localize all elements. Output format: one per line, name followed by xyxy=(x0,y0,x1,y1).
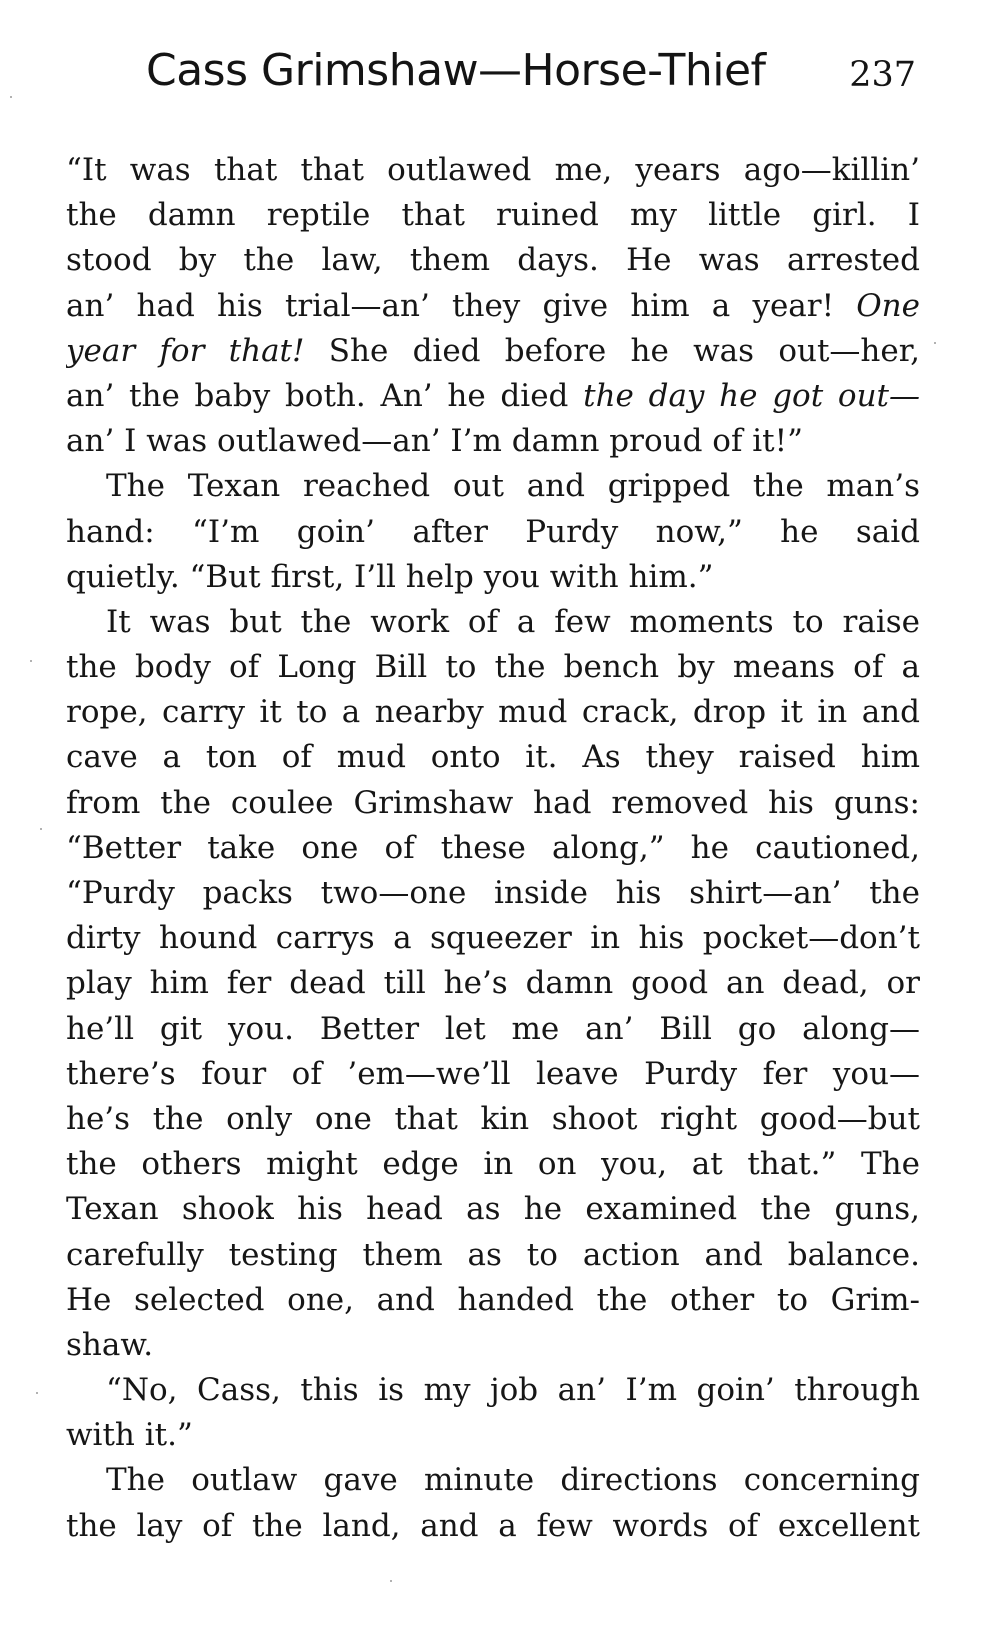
text-line: “Purdy packs two—one inside his shirt—an’ the xyxy=(66,875,920,911)
text-line: hand: “I’m goin’ after Purdy now,” he said xyxy=(66,513,920,550)
text-line: carefully testing them as to action and balance. xyxy=(66,1236,920,1273)
scan-speck xyxy=(40,828,42,830)
text-line: the body of Long Bill to the bench by means of a xyxy=(66,649,920,686)
text-line: stood by the law, them days. He was arrested xyxy=(66,242,920,279)
text-line: rope, carry it to a nearby mud crack, drop it in and xyxy=(66,694,920,731)
scan-speck xyxy=(390,1580,392,1582)
italic-text: the day he got out— xyxy=(583,377,920,414)
text-line: from the coulee Grimshaw had removed his guns: xyxy=(66,784,920,821)
text-line: “It was that that outlawed me, years ago—killin’ xyxy=(66,152,920,188)
text-line: there’s four of ’em—we’ll leave Purdy fer you— xyxy=(66,1055,920,1092)
text-line: the others might edge in on you, at that.” The xyxy=(66,1146,920,1183)
text-line: year for that! She died before he was out—her, xyxy=(66,332,920,369)
text-line: The outlaw gave minute directions concerning xyxy=(106,1462,920,1499)
text-line: shaw. xyxy=(66,1326,154,1363)
text-line: dirty hound carrys a squeezer in his pocket—don’t xyxy=(66,920,920,957)
text-line: He selected one, and handed the other to Grim- xyxy=(66,1281,920,1318)
text-line: an’ the baby both. An’ he died the day he got out— xyxy=(66,377,920,414)
text-line: the damn reptile that ruined my little girl. I xyxy=(66,197,920,234)
text-line: quietly. “But first, I’ll help you with him.” xyxy=(66,558,714,595)
text-line: an’ had his trial—an’ they give him a year! One xyxy=(66,287,920,324)
running-title: Cass Grimshaw—Horse-Thief xyxy=(146,45,766,96)
scan-speck xyxy=(30,660,32,662)
page-header xyxy=(146,36,916,106)
scan-speck xyxy=(934,342,936,344)
text-line: he’ll git you. Better let me an’ Bill go along— xyxy=(66,1010,920,1047)
text-line: “Better take one of these along,” he cautioned, xyxy=(66,829,920,866)
text-line: “No, Cass, this is my job an’ I’m goin’ through xyxy=(106,1372,920,1409)
text-line: The Texan reached out and gripped the man’s xyxy=(106,468,920,505)
scan-speck xyxy=(36,1392,38,1394)
text-line: play him fer dead till he’s damn good an dead, or xyxy=(66,965,920,1002)
text-line: the lay of the land, and a few words of excellent xyxy=(66,1507,920,1544)
italic-text: One xyxy=(856,287,920,324)
body-text xyxy=(66,148,920,1549)
text-line: an’ I was outlawed—an’ I’m damn proud of it!” xyxy=(66,423,803,460)
text-line: he’s the only one that kin shoot right good—but xyxy=(66,1100,920,1137)
italic-text: year for that! xyxy=(66,332,305,369)
text-line: with it.” xyxy=(66,1417,193,1454)
page-number: 237 xyxy=(849,55,916,95)
text-line: It was but the work of a few moments to raise xyxy=(106,603,920,640)
text-line: Texan shook his head as he examined the guns, xyxy=(66,1191,920,1228)
scan-speck xyxy=(10,96,12,98)
text-line: cave a ton of mud onto it. As they raised him xyxy=(66,739,920,776)
